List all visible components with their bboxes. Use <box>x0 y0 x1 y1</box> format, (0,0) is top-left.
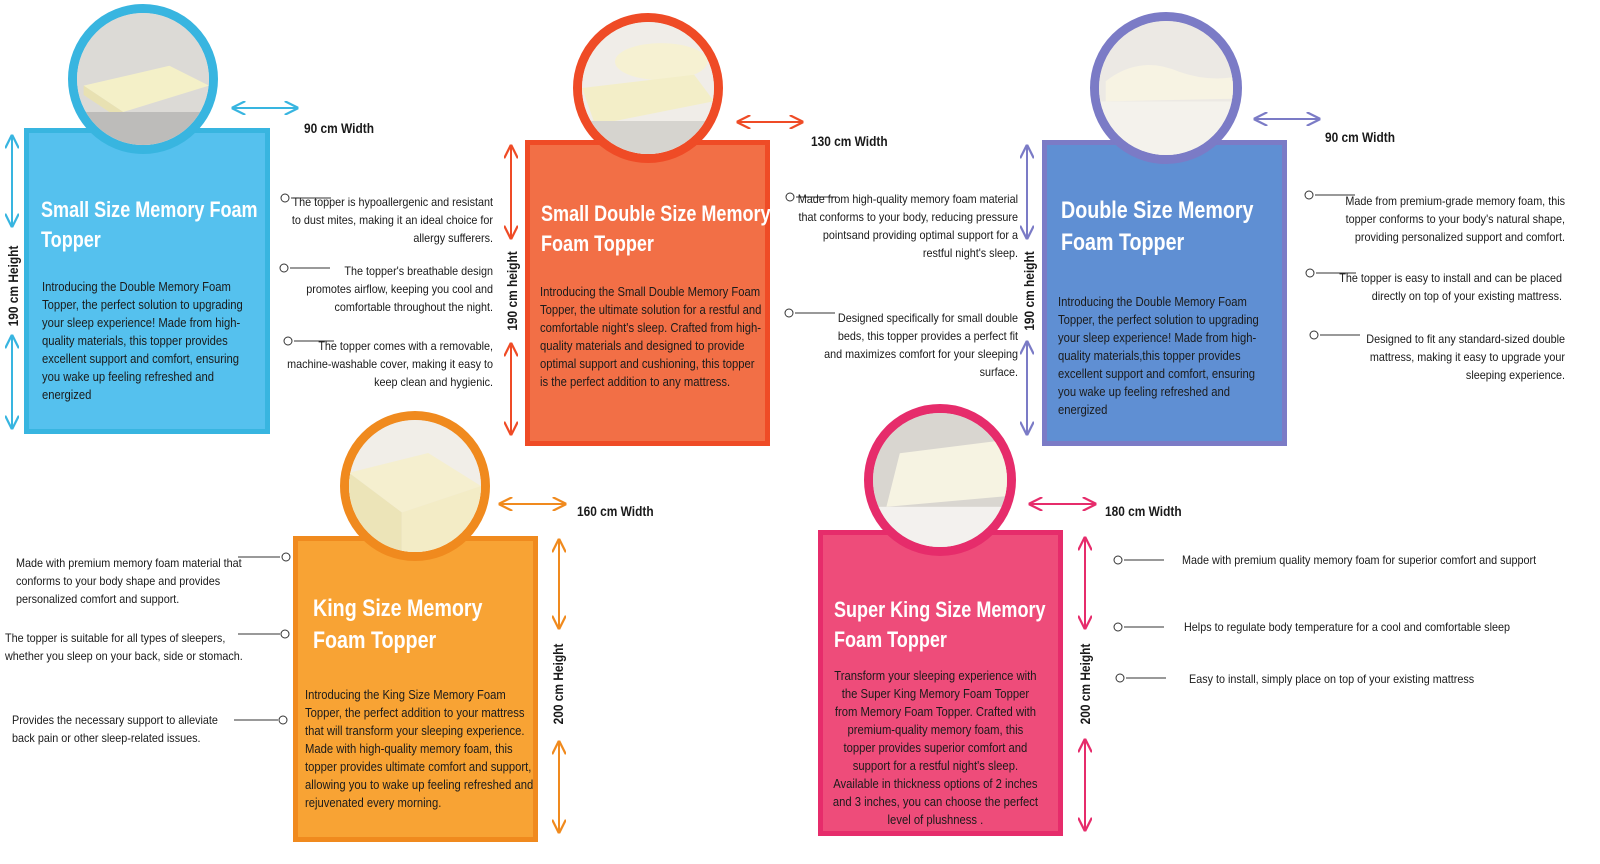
small-double-title-line2: Foam Topper <box>541 230 654 256</box>
small-height-label: 190 cm Height <box>5 245 21 327</box>
super-king-card-description: Transform your sleeping experience with the Super King Memory Foam Topper from Memory Foam Topper. Crafted with premium-quality memory foam, this topper provides superior comfort and support for a restful night's sleep. Available in thickness options of 2 inches and 3 inches, you can choose the perfect level of plushness . <box>832 669 1038 827</box>
king-feature-1: Made with premium memory foam material that conforms to your body shape and provides personalized comfort and support. <box>16 556 242 606</box>
king-height-label: 200 cm Height <box>550 643 566 725</box>
double-card <box>1042 140 1287 446</box>
small-card-title <box>41 195 258 254</box>
double-feature-3: Designed to fit any standard-sized double mattress, making it easy to upgrade your sleeping experience. <box>1366 332 1565 382</box>
super-king-height-label: 200 cm Height <box>1077 643 1093 725</box>
small-feature-3: The topper comes with a removable, machine-washable cover, making it easy to keep clean and hygienic. <box>287 339 493 389</box>
super-king-card-title <box>834 595 1046 654</box>
double-height-label: 190 cm height <box>1021 251 1037 331</box>
super-king-feature-2: Helps to regulate body temperature for a cool and comfortable sleep <box>1184 620 1510 634</box>
small-card-description: Introducing the Double Memory Foam Topper, the perfect solution to upgrading your sleep experience! Made from high-quality materials, this topper provides excellent support and comfort, ensuring you wake up feeling refreshed and energized <box>42 280 243 402</box>
small-width-label: 90 cm Width <box>304 120 374 136</box>
king-mattress-image <box>340 411 490 561</box>
double-title-line1: Double Size Memory <box>1061 197 1254 224</box>
king-feature-3: Provides the necessary support to alleviate back pain or other sleep-related issues. <box>12 713 218 745</box>
small-double-card-title <box>541 199 771 258</box>
double-card-title <box>1061 195 1253 260</box>
super-king-title-line2: Foam Topper <box>834 626 947 652</box>
small-title-line1: Small Size Memory Foam <box>41 197 258 222</box>
small-mattress-image <box>68 4 218 154</box>
double-feature-2: The topper is easy to install and can be placed directly on top of your existing mattress. <box>1339 271 1562 303</box>
king-feature-2: The topper is suitable for all types of sleepers, whether you sleep on your back, side or stomach. <box>5 631 243 663</box>
double-card-description: Introducing the Double Memory Foam Topper, the perfect solution to upgrading your sleep experience! Made from high-quality materials,this topper provides excellent support and comfort, ensuring you wake up feeling refreshed and energized <box>1058 295 1259 417</box>
super-king-feature-1: Made with premium quality memory foam for superior comfort and support <box>1182 553 1537 567</box>
double-mattress-image <box>1090 12 1242 164</box>
king-title-line2: Foam Topper <box>313 627 437 655</box>
small-double-mattress-image <box>573 13 723 163</box>
double-title-line2: Foam Topper <box>1061 229 1185 257</box>
small-card <box>24 128 270 434</box>
small-double-feature-2: Designed specifically for small double beds, this topper provides a perfect fit and maximizes comfort for your sleeping surface. <box>824 311 1018 379</box>
small-title-line2: Topper <box>41 226 101 252</box>
small-double-height-label: 190 cm height <box>504 251 520 331</box>
king-title-line1: King Size Memory <box>313 595 483 622</box>
small-double-card <box>525 140 770 446</box>
super-king-width-label: 180 cm Width <box>1105 503 1182 519</box>
small-double-width-label: 130 cm Width <box>811 133 888 149</box>
super-king-feature-3: Easy to install, simply place on top of your existing mattress <box>1189 672 1475 686</box>
king-card-description: Introducing the King Size Memory Foam Topper, the perfect addition to your mattress that will transform your sleeping experience. Made with high-quality memory foam, this topper provides ultimate comfort and support, allowing you to wake up feeling refreshed and rejuvenated every morning. <box>305 688 534 810</box>
double-width-label: 90 cm Width <box>1325 129 1395 145</box>
small-feature-1: The topper is hypoallergenic and resistant to dust mites, making it an ideal choice for allergy sufferers. <box>291 195 493 245</box>
small-double-title-line1: Small Double Size Memory <box>541 201 771 226</box>
king-width-label: 160 cm Width <box>577 503 654 519</box>
super-king-title-line1: Super King Size Memory <box>834 597 1046 622</box>
small-double-feature-1: Made from high-quality memory foam material that conforms to your body, reducing pressure pointsand providing optimal support for a restful night's sleep. <box>797 192 1018 260</box>
king-card-title <box>313 593 483 658</box>
super-king-mattress-image <box>864 404 1016 556</box>
small-feature-2: The topper's breathable design promotes airflow, keeping you cool and comfortable throughout the night. <box>306 264 493 314</box>
super-king-card <box>818 530 1063 836</box>
double-feature-1: Made from premium-grade memory foam, this topper conforms to your body's natural shape, providing personalized support and comfort. <box>1345 194 1565 244</box>
small-double-card-description: Introducing the Small Double Memory Foam Topper, the ultimate solution for a restful and comfortable night's sleep. Crafted from high-quality materials and designed to provide optimal support and cushioning, this topper is the perfect addition to any mattress. <box>540 285 762 389</box>
king-card <box>293 536 538 842</box>
